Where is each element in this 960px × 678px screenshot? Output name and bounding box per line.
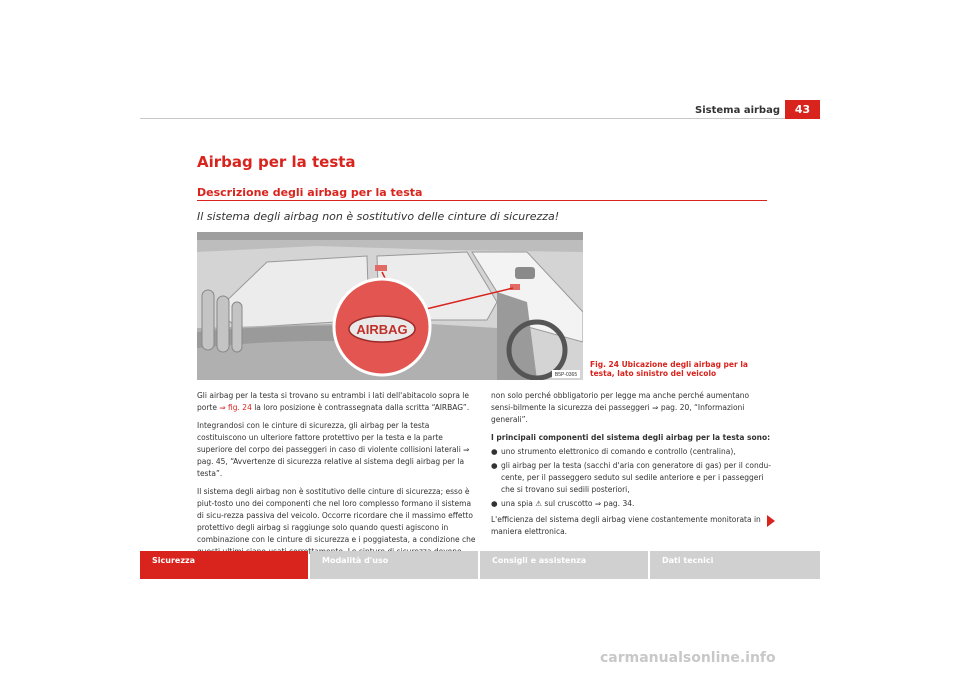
header-section-title: Sistema airbag (695, 105, 780, 116)
paragraph: Integrandosi con le cinture di sicurezza, gli airbag per la testa costituiscono un ulteriore fattore protettivo per la testa e la parte superiore del corpo dei passeggeri in caso di violente collisioni laterali ⇒ pag. 45, “Avvertenze di sicurezza relative al sistema degli airbag per la testa”. (197, 421, 470, 478)
footer-tab-label: Modalità d'uso (322, 556, 389, 565)
component-list (491, 446, 773, 510)
paragraph: non solo perché obbligatorio per legge ma anche perché aumentano sensi-bilmente la sicurezza dei passeggeri ⇒ pag. 20, “Informazioni generali”. (491, 391, 750, 424)
text-column-right (491, 390, 773, 544)
list-title: I principali componenti del sistema degli airbag per la testa sono: (491, 433, 771, 442)
bullet-icon: ● (491, 499, 498, 508)
watermark: carmanualsonline.info (600, 650, 776, 666)
subsection-title: Descrizione degli airbag per la testa (197, 186, 423, 199)
section-title: Airbag per la testa (197, 153, 356, 171)
paragraph: Il sistema degli airbag non è sostitutivo delle cinture di sicurezza; esso è piut-tosto uno dei componenti che nel loro complesso formano il sistema di sicu-rezza passiva del veicolo. Occorre ricordare che il massimo effetto protettivo degli airbag si raggiunge solo quando questi agiscono in combinazione con le cinture di sicurezza e i poggiatesta, a condizione che (197, 487, 476, 544)
lead-text: Il sistema degli airbag non è sostitutivo delle cinture di sicurezza! (197, 210, 560, 223)
footer-tab-dati[interactable] (650, 551, 820, 579)
header-divider (140, 118, 785, 119)
footer-tab-label: Dati tecnici (662, 556, 714, 565)
footer-tab-label: Sicurezza (152, 556, 196, 565)
next-page-arrow-icon[interactable] (767, 515, 775, 527)
figure-caption: Fig. 24 Ubicazione degli airbag per la testa, lato sinistro del veicolo (590, 360, 748, 378)
text-column-left (197, 390, 477, 576)
list-item: ● uno strumento elettronico di comando e controllo (centralina), (491, 447, 736, 456)
airbag-label: AIRBAG (356, 322, 408, 337)
list-item: ● una spia ⚠ sul cruscotto ⇒ pag. 34. (491, 499, 635, 508)
figure-code: B5P-0365 (554, 372, 578, 378)
page-number: 43 (785, 100, 820, 119)
paragraph (197, 390, 477, 414)
bullet-icon: ● (491, 461, 498, 470)
paragraph-text: la loro posizione è contrassegnata dalla scritta “AIRBAG”. (251, 403, 470, 412)
footer-tab-sicurezza[interactable] (140, 551, 308, 579)
airbag-figure (197, 232, 583, 380)
subsection-divider (197, 200, 767, 201)
footer-tab-consigli[interactable] (480, 551, 648, 579)
bullet-icon: ● (491, 447, 498, 456)
footer-tab-label: Consigli e assistenza (492, 556, 587, 565)
list-item: ● gli airbag per la testa (sacchi d'aria con generatore di gas) per il condu-cente, per il passeggero seduto sul sedile anteriore e per i passeggeri che si trovano sui sedili posteriori, (491, 461, 771, 494)
paragraph: L'efficienza del sistema degli airbag viene costantemente monitorata in maniera elettronica. (491, 515, 761, 536)
figure-link[interactable]: ⇒ fig. 24 (219, 403, 252, 412)
footer-tab-modalita[interactable] (310, 551, 478, 579)
paragraph-text: Gli airbag per la testa si trovano su entrambi i lati dell'abitacolo sopra le porte (197, 391, 469, 412)
car-interior-illustration (197, 232, 583, 380)
